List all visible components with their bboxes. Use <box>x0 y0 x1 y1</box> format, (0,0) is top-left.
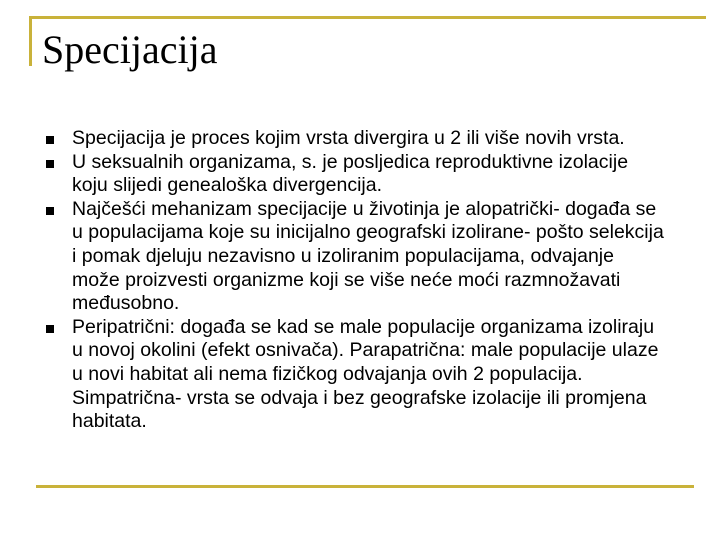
square-bullet-icon <box>46 325 54 333</box>
slide-title: Specijacija <box>42 27 218 72</box>
bottom-accent-line <box>36 485 694 488</box>
top-accent-line <box>29 16 706 19</box>
square-bullet-icon <box>46 136 54 144</box>
bullet-item <box>46 198 666 316</box>
bullet-text: Peripatrični: događa se kad se male populacije organizama izoliraju u novoj okolini (efekt osnivača). Parapatrična: male populacije ulaze u novi habitat ali nema fizičkog odvajanja ovih 2 populacija. Simpatrična- vrsta se odvaja i bez geografske izolacije ili promjena habitata. <box>72 315 659 433</box>
bullet-item <box>46 316 666 434</box>
square-bullet-icon <box>46 160 54 168</box>
bullet-text: Specijacija je proces kojim vrsta divergira u 2 ili više novih vrsta. <box>72 127 625 149</box>
bullet-item <box>46 127 666 151</box>
square-bullet-icon <box>46 207 54 215</box>
bullet-text: U seksualnih organizama, s. je posljedica reproduktivne izolacije koju slijedi genealoška divergencija. <box>72 150 629 197</box>
left-accent-line <box>29 16 32 66</box>
bullet-item <box>46 151 666 198</box>
bullet-list <box>46 127 666 434</box>
bullet-text: Najčešći mehanizam specijacije u životinja je alopatrički- događa se u populacijama koje su inicijalno geografski izolirane- pošto selekcija i pomak djeluju nezavisno u izoliranim populacijama, odvajanje može proizvesti organizme koji se više neće moći razmnožavati međusobno. <box>72 197 664 315</box>
